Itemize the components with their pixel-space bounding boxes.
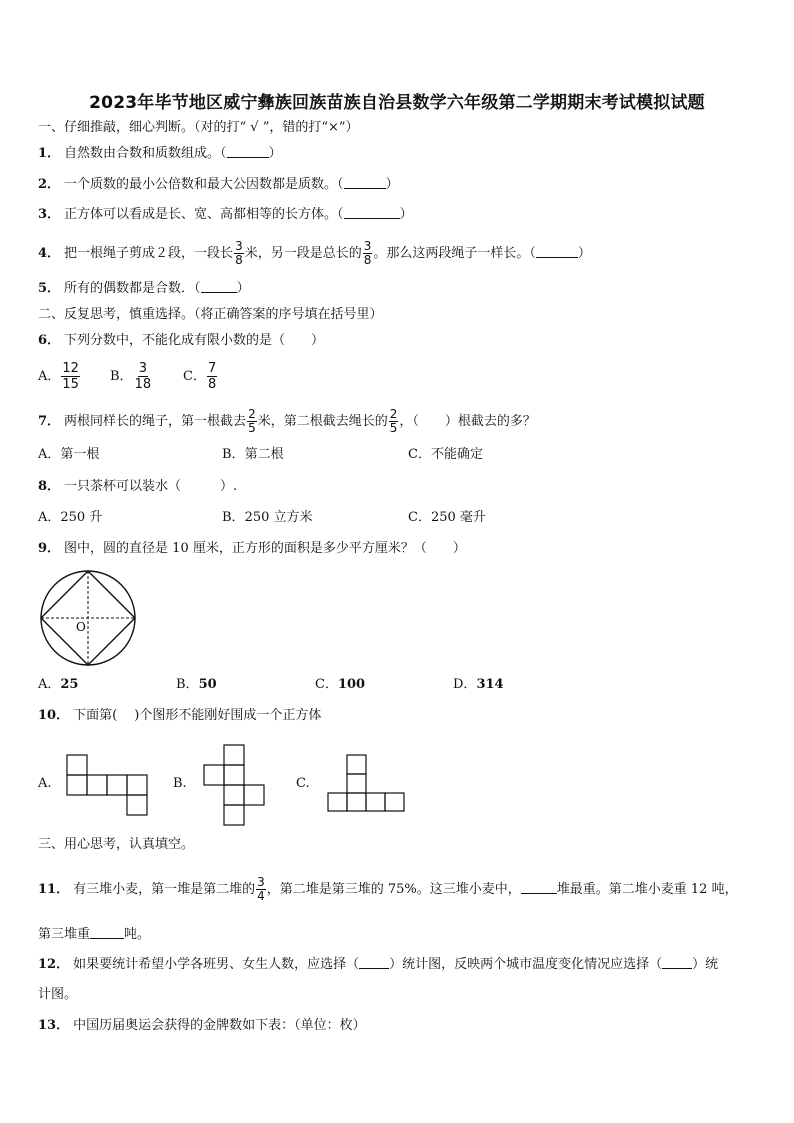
question-tail: ） (399, 207, 413, 222)
question-text-part2: ，第二堆是第三堆的 75%。这三堆小麦中， (266, 882, 521, 897)
fraction-denominator: 8 (363, 253, 372, 267)
option-d[interactable] (453, 675, 504, 695)
option-b[interactable] (176, 675, 217, 695)
question-5 (38, 279, 250, 299)
option-text: 25 (60, 677, 79, 692)
option-label: A． (38, 677, 61, 692)
option-label: B． (176, 677, 199, 692)
option-text: 250 立方米 (244, 510, 313, 525)
fraction-denominator: 5 (248, 421, 256, 435)
question-12-line2: 计图。 (38, 987, 78, 1002)
question-text-part3: 。那么这两段绳子一样长。（ (373, 246, 536, 261)
question-number: 11． (38, 882, 70, 897)
section2-heading: 二、反复思考，慎重选择。（将正确答案的序号填在括号里） (38, 307, 383, 322)
net-face (107, 775, 127, 795)
net-face (204, 765, 224, 785)
fraction (61, 361, 80, 392)
option-label: A． (38, 510, 61, 525)
question-number: 13． (38, 1018, 70, 1033)
option-label: A． (38, 447, 61, 462)
question-11-line2 (38, 925, 150, 945)
question-4 (38, 240, 591, 267)
option-text: 第一根 (60, 447, 100, 462)
fraction-numerator: 2 (248, 407, 256, 421)
net-face (347, 755, 366, 774)
net-face (385, 793, 404, 811)
option-label: D． (453, 677, 477, 692)
option-label: A． (38, 369, 61, 384)
option-c[interactable] (183, 361, 218, 392)
option-text: 250 升 (60, 510, 103, 525)
net-face (67, 775, 87, 795)
question-2 (38, 175, 399, 195)
question-tail: ） (236, 281, 250, 296)
question-number: 2． (38, 177, 61, 192)
option-label: C． (408, 447, 431, 462)
fraction-denominator: 4 (257, 889, 265, 903)
question-text: 自然数由合数和质数组成。（ (64, 146, 227, 161)
net-face (224, 805, 244, 825)
answer-blank[interactable] (344, 176, 386, 189)
answer-blank[interactable] (90, 926, 124, 939)
question-tail: ） (268, 146, 282, 161)
fraction-denominator: 15 (62, 377, 79, 392)
option-label: B． (222, 510, 245, 525)
question-number: 12． (38, 957, 70, 972)
fraction-numerator: 2 (389, 407, 398, 421)
net-face (67, 755, 87, 775)
option-label: B． (110, 369, 133, 384)
option-label: C． (183, 369, 206, 384)
answer-blank[interactable] (201, 280, 237, 293)
center-label: O (76, 620, 86, 634)
question-number: 3． (38, 207, 61, 222)
question-8 (38, 477, 237, 497)
option-a[interactable] (38, 361, 81, 392)
net-face (127, 795, 147, 815)
fraction-numerator: 3 (257, 875, 265, 889)
question-text: 所有的偶数都是合数．（ (64, 281, 201, 296)
question-text: 下面第( )个图形不能刚好围成一个正方体 (73, 708, 322, 723)
net-face (224, 745, 244, 765)
option-text: 100 (337, 677, 366, 692)
net-face (127, 775, 147, 795)
question-tail: ） (385, 177, 399, 192)
question-text: 正方体可以看成是长、宽、高都相等的长方体。（ (64, 207, 344, 222)
question-number: 1． (38, 146, 61, 161)
question-text: 下列分数中，不能化成有限小数的是（ ） (64, 333, 325, 348)
question-number: 8． (38, 479, 61, 494)
question-text: 中国历届奥运会获得的金牌数如下表：（单位：枚） (73, 1018, 366, 1033)
option-b[interactable] (110, 361, 153, 392)
question-text-part3: 堆最重。第二堆小麦重 12 吨， (556, 882, 738, 897)
question-7 (38, 408, 536, 435)
question-text-line2b: 吨。 (124, 927, 151, 942)
fraction (207, 361, 217, 392)
fraction (234, 240, 244, 267)
question-text-part1: 如果要统计希望小学各班男、女生人数，应选择（ (73, 957, 360, 972)
question-text: 图中，圆的直径是 10 厘米，正方形的面积是多少平方厘米？（ ） (64, 541, 466, 556)
option-c[interactable] (315, 675, 365, 695)
fraction-denominator: 5 (389, 421, 398, 435)
question-text: 一只茶杯可以装水（ ）. (64, 479, 238, 494)
answer-blank[interactable] (359, 956, 389, 969)
fraction (389, 408, 399, 435)
net-label-b: B. (173, 776, 187, 791)
question-9 (38, 539, 466, 559)
question-number: 5． (38, 281, 61, 296)
question-text-part3: ）统 (692, 957, 719, 972)
fraction-numerator: 12 (62, 361, 79, 376)
cube-net-b[interactable] (203, 744, 265, 826)
question-text: 一个质数的最小公倍数和最大公因数都是质数。（ (64, 177, 344, 192)
question-number: 7． (38, 414, 61, 429)
question-number: 4． (38, 246, 61, 261)
cube-net-c[interactable] (327, 754, 405, 812)
question-6 (38, 331, 324, 351)
net-face (328, 793, 347, 811)
fraction-numerator: 3 (138, 361, 147, 376)
fraction-numerator: 7 (207, 361, 217, 376)
question-number: 9． (38, 541, 61, 556)
fraction-denominator: 8 (207, 377, 217, 392)
question-number: 6． (38, 333, 61, 348)
fraction (363, 240, 373, 267)
net-face (224, 785, 244, 805)
question-12 (38, 955, 718, 975)
net-face (347, 774, 366, 793)
question-10 (38, 706, 321, 726)
page-title: 2023年毕节地区威宁彝族回族苗族自治县数学六年级第二学期期末考试模拟试题 (89, 93, 705, 113)
fraction (256, 876, 266, 903)
option-a[interactable] (38, 445, 99, 465)
option-c[interactable] (408, 445, 483, 465)
question-text-line2a: 第三堆重 (38, 927, 91, 942)
fraction-numerator: 3 (363, 239, 372, 253)
net-label-a: A. (38, 776, 52, 791)
question-text-part1: 把一根绳子剪成２段，一段长 (64, 246, 234, 261)
option-text: 50 (198, 677, 217, 692)
option-label: B． (222, 447, 245, 462)
net-face (244, 785, 264, 805)
fraction-denominator: 18 (134, 377, 152, 392)
option-b[interactable] (222, 508, 313, 528)
net-face (366, 793, 385, 811)
fraction-denominator: 8 (235, 253, 243, 267)
net-face (224, 765, 244, 785)
question-13 (38, 1016, 366, 1036)
question-text-part2: ）统计图，反映两个城市温度变化情况应选择（ (389, 957, 663, 972)
answer-blank[interactable] (536, 245, 578, 258)
option-a[interactable] (38, 508, 102, 528)
answer-blank[interactable] (344, 206, 400, 219)
answer-blank[interactable] (521, 881, 557, 894)
question-text-part2: 米，第二根截去绳长的 (257, 414, 388, 429)
circle-square-diagram (38, 570, 138, 666)
net-label-c: C. (296, 776, 310, 791)
fraction-numerator: 3 (235, 239, 243, 253)
answer-blank[interactable] (662, 956, 692, 969)
question-3 (38, 205, 413, 225)
fraction (134, 361, 153, 392)
question-number: 10． (38, 708, 70, 723)
section3-heading: 三、用心思考，认真填空。 (38, 837, 195, 852)
option-text: 314 (476, 677, 504, 692)
net-face (87, 775, 107, 795)
fraction (247, 408, 257, 435)
net-face (347, 793, 366, 811)
option-text: 不能确定 (430, 447, 483, 462)
option-a[interactable] (38, 675, 78, 695)
question-text-part1: 两根同样长的绳子，第一根截去 (64, 414, 247, 429)
question-text-part3: ，（ ）根截去的多？ (399, 414, 536, 429)
option-label: C． (408, 510, 431, 525)
question-tail: ） (577, 246, 591, 261)
question-1 (38, 144, 282, 164)
cube-net-a[interactable] (66, 754, 148, 818)
option-c[interactable] (408, 508, 486, 528)
option-label: C． (315, 677, 338, 692)
question-text-part2: 米，另一段是总长的 (244, 246, 362, 261)
option-b[interactable] (222, 445, 284, 465)
question-11 (38, 876, 738, 903)
answer-blank[interactable] (227, 145, 269, 158)
option-text: 250 毫升 (430, 510, 486, 525)
question-text-part1: 有三堆小麦，第一堆是第二堆的 (73, 882, 256, 897)
option-text: 第二根 (244, 447, 284, 462)
section1-heading: 一、仔细推敲，细心判断。（对的打“ √ ”，错的打“×”） (38, 120, 359, 135)
